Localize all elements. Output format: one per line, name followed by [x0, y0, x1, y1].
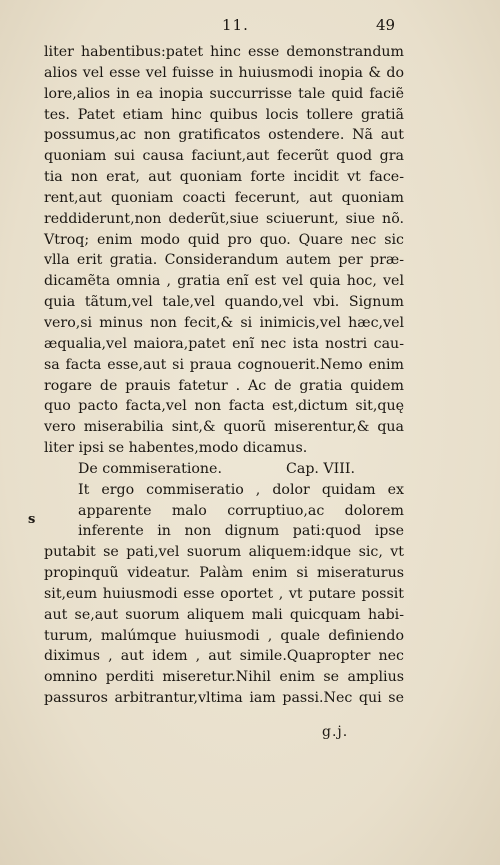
text-line: putabit se pati,vel suorum aliquem:idque sic, vt — [44, 544, 404, 561]
text-line: sa facta esse,aut si praua cognouerit.Nemo enim — [44, 356, 404, 373]
text-line: tia non erat, aut quoniam forte incidit vt face- — [44, 169, 404, 186]
text-line: dicamẽta omnia , gratia enĩ est vel quia hoc, vel — [44, 273, 404, 290]
chapter-title: De commiseratione. — [78, 460, 222, 477]
text-line: It ergo commiseratio , dolor quidam ex — [78, 481, 404, 498]
text-line: vero miserabilia sint,& quorũ miserentur,& qua — [44, 419, 404, 436]
gathering-signature: g.j. — [322, 724, 349, 740]
text-line: tes. Patet etiam hinc quibus locis tollere gratiã — [44, 106, 404, 123]
text-line: inferente in non dignum pati:quod ipse — [78, 523, 404, 540]
text-line: quoniam sui causa faciunt,aut fecerũt quod gra — [44, 148, 404, 165]
text-line: reddiderunt,non dederũt,siue sciuerunt, siue nõ. — [44, 210, 404, 227]
text-line: quo pacto facta,vel non facta est,dictum sit,quę — [44, 398, 404, 415]
text-line: rogare de prauis fatetur . Ac de gratia quidem — [44, 377, 404, 394]
text-line: alios vel esse vel fuisse in huiusmodi inopia & do — [44, 64, 404, 81]
text-line: vlla erit gratia. Considerandum autem per præ- — [44, 252, 404, 269]
text-line: liter habentibus:patet hinc esse demonstrandum — [44, 44, 404, 60]
text-line: lore,alios in ea inopia succurrisse tale quid faciẽ — [44, 85, 404, 102]
text-line: Vtroq; enim modo quid pro quo. Quare nec sic — [44, 231, 404, 248]
margin-note: s — [28, 512, 36, 527]
text-line: sit,eum huiusmodi esse oportet , vt putare possit — [44, 585, 404, 602]
text-line: omnino perditi miseretur.Nihil enim se amplius — [44, 669, 404, 686]
chapter-number: Cap. VIII. — [286, 460, 355, 477]
text-line: diximus , aut idem , aut simile.Quapropter nec — [44, 648, 404, 665]
text-line: rent,aut quoniam coacti fecerunt, aut quoniam — [44, 189, 404, 206]
text-line: quia tãtum,vel tale,vel quando,vel vbi. Signum — [44, 294, 404, 311]
running-signature: 11. — [222, 16, 249, 34]
text-line: apparente malo corruptiuo,ac dolorem — [78, 502, 404, 519]
body-text — [44, 42, 404, 709]
page-header — [0, 16, 500, 38]
text-line: possumus,ac non gratificatos ostendere. Nã aut — [44, 127, 404, 144]
text-line: vero,si minus non fecit,& si inimicis,vel hæc,vel — [44, 314, 404, 331]
text-line: aut se,aut suorum aliquem mali quicquam habi- — [44, 606, 404, 623]
text-line: æqualia,vel maiora,patet enĩ nec ista nostri cau- — [44, 335, 404, 352]
text-line: liter ipsi se habentes,modo dicamus. — [44, 440, 308, 457]
page-footer — [322, 724, 348, 740]
text-line: propinquũ videatur. Palàm enim si miseraturus — [44, 565, 404, 582]
text-line: passuros arbitrantur,vltima iam passi.Nec qui se — [44, 690, 404, 707]
text-line: turum, malúmque huiusmodi , quale definiendo — [44, 627, 404, 644]
page-number: 49 — [376, 16, 396, 34]
chapter-heading — [44, 459, 404, 480]
